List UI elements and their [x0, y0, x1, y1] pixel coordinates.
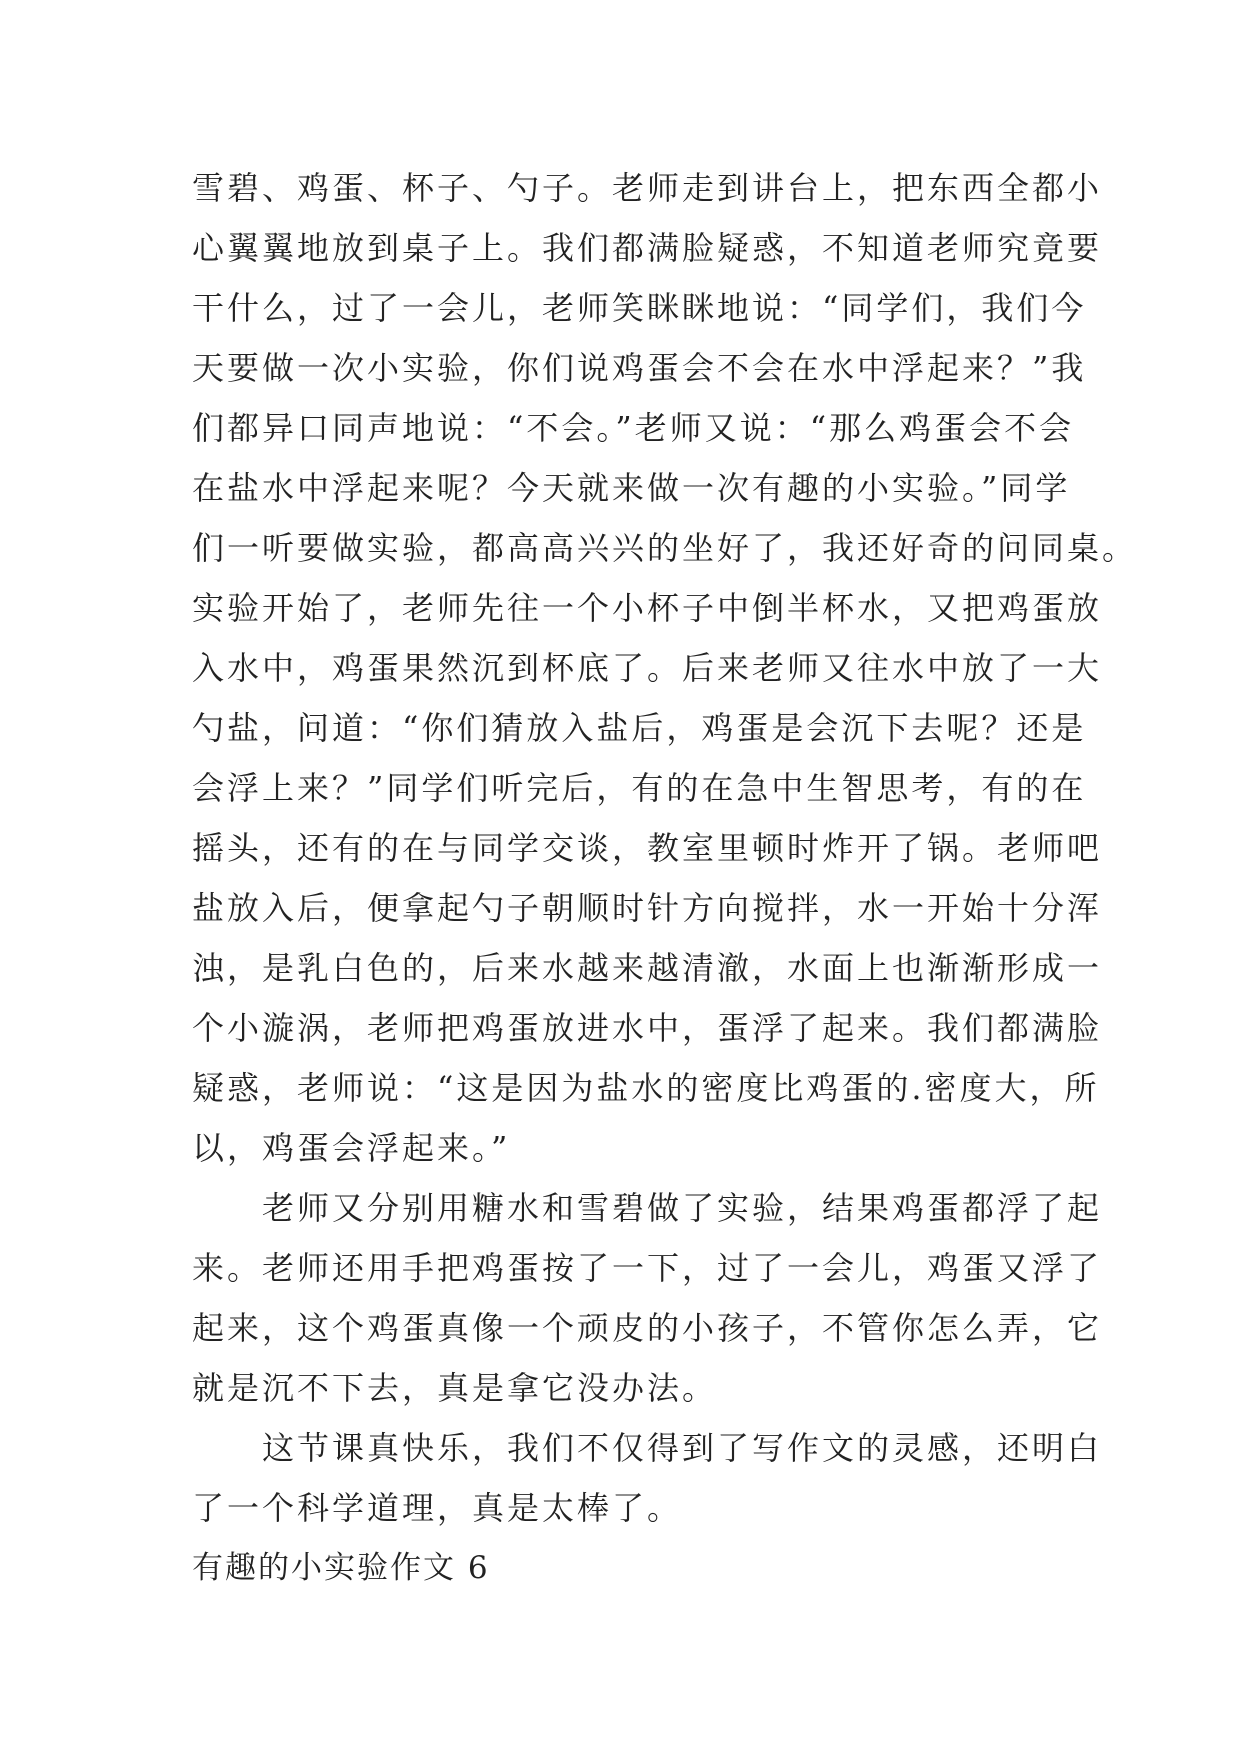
text-line: 们一听要做实验，都高高兴兴的坐好了，我还好奇的问同桌。 — [192, 529, 1138, 567]
paragraph-2 — [192, 1178, 1103, 1418]
text-line: 了一个科学道理，真是太棒了。 — [192, 1489, 683, 1527]
text-line: 勺盐，问道：“你们猜放入盐后，鸡蛋是会沉下去呢？还是 — [192, 709, 1087, 747]
text-line: 老师又分别用糖水和雪碧做了实验，结果鸡蛋都浮了起 — [192, 1189, 1103, 1227]
text-line: 雪碧、鸡蛋、杯子、勺子。老师走到讲台上，把东西全都小 — [192, 169, 1103, 207]
text-line: 以，鸡蛋会浮起来。” — [192, 1129, 511, 1167]
text-line: 会浮上来？”同学们听完后，有的在急中生智思考，有的在 — [192, 769, 1087, 807]
text-line: 们都异口同声地说：“不会。”老师又说：“那么鸡蛋会不会 — [192, 409, 1075, 447]
text-line: 干什么，过了一会儿，老师笑眯眯地说：“同学们，我们今 — [192, 289, 1087, 327]
text-line: 浊，是乳白色的，后来水越来越清澈，水面上也渐渐形成一 — [192, 949, 1103, 987]
text-line: 这节课真快乐，我们不仅得到了写作文的灵感，还明白 — [192, 1429, 1103, 1467]
text-line: 摇头，还有的在与同学交谈，教室里顿时炸开了锅。老师吧 — [192, 829, 1103, 867]
text-line: 就是沉不下去，真是拿它没办法。 — [192, 1369, 718, 1407]
section-heading: 有趣的小实验作文 6 — [192, 1550, 490, 1586]
text-line: 天要做一次小实验，你们说鸡蛋会不会在水中浮起来？”我 — [192, 349, 1087, 387]
text-line: 起来，这个鸡蛋真像一个顽皮的小孩子，不管你怎么弄，它 — [192, 1309, 1103, 1347]
paragraph-1 — [192, 158, 1138, 1178]
text-line: 实验开始了，老师先往一个小杯子中倒半杯水，又把鸡蛋放 — [192, 589, 1103, 627]
paragraph-3 — [192, 1418, 1103, 1538]
text-line: 在盐水中浮起来呢？今天就来做一次有趣的小实验。”同学 — [192, 469, 1071, 507]
text-line: 盐放入后，便拿起勺子朝顺时针方向搅拌，水一开始十分浑 — [192, 889, 1103, 927]
text-line: 疑惑，老师说：“这是因为盐水的密度比鸡蛋的.密度大，所 — [192, 1069, 1100, 1107]
document-body — [192, 158, 1138, 1598]
text-line: 来。老师还用手把鸡蛋按了一下，过了一会儿，鸡蛋又浮了 — [192, 1249, 1103, 1287]
text-line: 个小漩涡，老师把鸡蛋放进水中，蛋浮了起来。我们都满脸 — [192, 1009, 1103, 1047]
text-line: 心翼翼地放到桌子上。我们都满脸疑惑，不知道老师究竟要 — [192, 229, 1103, 267]
text-line: 入水中，鸡蛋果然沉到杯底了。后来老师又往水中放了一大 — [192, 649, 1103, 687]
